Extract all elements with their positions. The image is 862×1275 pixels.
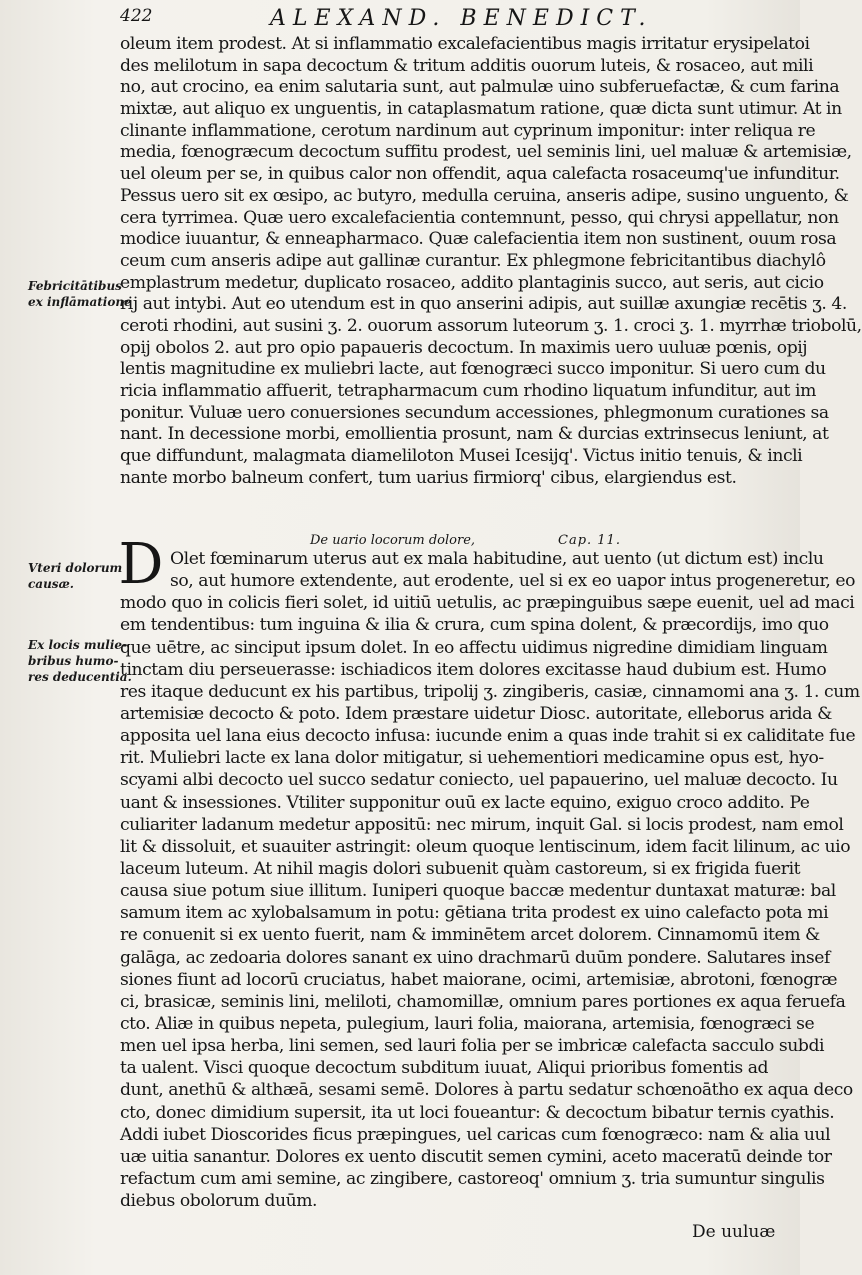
margin-note-line: ex inflāmatione [28, 295, 132, 309]
text-line: apposita uel lana eius decocto infusa: iucunde enim a quas inde trahit si ex caliditate fue [120, 726, 856, 747]
text-line: em tendentibus: tum inguina & ilia & crura, cum spina dolent, & præcordijs, imo quo [120, 615, 829, 636]
chapter-heading [310, 533, 750, 549]
text-line: cera tyrrimea. Quæ uero excalefacientia contemnunt, pesso, qui chrysi appellatur, non [120, 207, 839, 228]
margin-note-febricitantibus [28, 278, 132, 310]
text-line: nant. In decessione morbi, emollientia prosunt, nam & durcias extrinsecus leniunt, at [120, 424, 829, 445]
text-line: nante morbo balneum confert, tum uarius firmiorq' cibus, elargiendus est. [120, 467, 737, 488]
margin-note-line: Ex locis mulie- [28, 638, 127, 652]
text-line: tinctam diu perseuerasse: ischiadicos item dolores excitasse haud dubium est. Humo [120, 659, 827, 680]
text-line: rij aut intybi. Aut eo utendum est in quo anserini adipis, aut suillæ axungiæ recētis ʒ. 4. [120, 294, 847, 315]
text-line: rit. Muliebri lacte ex lana dolor mitigatur, si uehementiori medicamine opus est, hyo- [120, 748, 824, 769]
chapter-paragraph [120, 548, 860, 1212]
text-line: dunt, anethū & althæā, sesami semē. Dolores à partu sedatur schœnoātho ex aqua deco [120, 1080, 853, 1101]
chapter-title: De uario locorum dolore, [310, 533, 476, 548]
margin-note-line: causæ. [28, 577, 74, 591]
text-line: samum item ac xylobalsamum in potu: gētiana trita prodest ex uino calefacto pota mi [120, 903, 829, 924]
text-line: ricia inflammatio affuerit, tetrapharmacum cum rhodino liquatum infunditur, aut im [120, 381, 816, 401]
text-line: modice iuuantur, & enneapharmaco. Quæ calefacientia item non sustinent, ouum rosa [120, 229, 837, 250]
text-line: emplastrum medetur, duplicato rosaceo, addito plantaginis succo, aut seris, aut cicio [120, 272, 824, 293]
text-line: ponitur. Vuluæ uero conuersiones secundum accessiones, phlegmonum curationes sa [120, 402, 829, 423]
text-line: ceroti rhodini, aut susini ʒ. 2. ouorum assorum luteorum ʒ. 1. croci ʒ. 1. myrrhæ triobolū, [120, 315, 862, 336]
text-line: des melilotum in sapa decoctum & tritum additis ouorum luteis, & rosaceo, aut mili [120, 55, 814, 76]
text-line: diebus obolorum duūm. [120, 1191, 318, 1212]
text-line: Olet fœminarum uterus aut ex mala habitudine, aut uento (ut dictum est) inclu [170, 549, 824, 569]
margin-note-uteri-dolorum [28, 560, 123, 592]
text-line: opij obolos 2. aut pro opio papaueris decoctum. In maximis uero uuluæ pœnis, opij [120, 337, 808, 358]
text-line: que diffundunt, malagmata diameliloton Musei Icesijq'. Victus initio tenuis, & incli [120, 446, 803, 467]
text-line: Addi iubet Dioscorides ficus præpingues, uel caricas cum fœnogræco: nam & alia uul [120, 1124, 831, 1145]
text-line: uant & insessiones. Vtiliter supponitur ouū ex lacte equino, exiguo croco addito. Pe [120, 792, 810, 813]
text-line: siones fiunt ad locorū cruciatus, habet maiorane, ocimi, artemisiæ, abrotoni, fœnogræ [120, 969, 838, 990]
text-line: ceum cum anseris adipe aut gallinæ curantur. Ex phlegmone febricitantibus diachylô [120, 250, 826, 271]
margin-note-ex-locis [28, 637, 132, 685]
text-line: lentis magnitudine ex muliebri lacte, aut fœnogræci succo imponitur. Si uero cum du [120, 359, 826, 380]
text-line: uæ uitia sanantur. Dolores ex uento discutit semen cymini, aceto maceratū deinde tor [120, 1146, 832, 1167]
chapter-number: Cap. 11. [558, 533, 621, 548]
running-title: ALEXAND. BENEDICT. [270, 6, 653, 31]
margin-note-line: bribus humo- [28, 654, 119, 668]
main-paragraph [120, 34, 862, 489]
text-line: causa siue potum siue illitum. Iuniperi quoque baccæ medentur duntaxat maturæ: bal [120, 881, 836, 902]
text-line: galāga, ac zedoaria dolores sanant ex uino drachmarū duūm pondere. Salutares insef [120, 947, 830, 968]
text-line: ci, brasicæ, seminis lini, meliloti, chamomillæ, omnium pares portiones ex aqua feruefa [120, 991, 846, 1012]
text-line: media, fœnogræcum decoctum suffitu prodest, uel seminis lini, uel maluæ & artemisiæ, [120, 142, 852, 163]
text-line: so, aut humore extendente, aut erodente, uel si ex eo uapor intus progeneretur, eo [170, 571, 856, 592]
text-line: clinante inflammatione, cerotum nardinum aut cyprinum imponitur: inter reliqua re [120, 120, 816, 141]
text-line: cto, donec dimidium supersit, ita ut loci foueantur: & decoctum bibatur ternis cyathis. [120, 1102, 835, 1123]
text-line: mixtæ, aut aliquo ex unguentis, in cataplasmatum ratione, quæ dicta sunt utimur. At in [120, 99, 842, 120]
text-line: artemisiæ decocto & poto. Idem præstare uidetur Diosc. autoritate, elleborus arida & [120, 703, 832, 724]
text-line: scyami albi decocto uel succo sedatur coniecto, uel papauerino, uel maluæ decocto. Iu [120, 770, 838, 791]
text-line: que uētre, ac sinciput ipsum dolet. In eo affectu uidimus nigredine dimidiam linguam [120, 637, 828, 658]
text-line: re conuenit si ex uento fuerit, nam & imminētem arcet dolorem. Cinnamomū item & [120, 925, 820, 946]
text-line: men uel ipsa herba, lini semen, sed lauri folia per se imbricæ calefacta sacculo subdi [120, 1036, 825, 1057]
page-number: 422 [120, 6, 153, 26]
text-line: res itaque deducunt ex his partibus, tripolij ʒ. zingiberis, casiæ, cinnamomi ana ʒ. 1. cum [120, 681, 860, 702]
text-line: culiariter ladanum medetur appositū: nec mirum, inquit Gal. si locis prodest, nam emol [120, 814, 844, 835]
text-line: laceum luteum. At nihil magis dolori subuenit quàm castoreum, si ex frigida fuerit [120, 858, 801, 879]
text-line: modo quo in colicis fieri solet, id uitiū uetulis, ac præpinguibus sæpe euenit, uel ad maci [120, 593, 855, 614]
drop-cap-initial: D [118, 532, 164, 597]
text-line: ta ualent. Visci quoque decoctum subditum iuuat, Aliqui prioribus fomentis ad [120, 1058, 769, 1079]
running-head [110, 6, 790, 36]
margin-note-line: Vteri dolorum [28, 561, 123, 575]
text-line: oleum item prodest. At si inflammatio excalefacientibus magis irritatur erysipelatoi [120, 34, 810, 54]
margin-note-line: Febricitātibus [28, 279, 122, 293]
text-line: cto. Aliæ in quibus nepeta, pulegium, lauri folia, maiorana, artemisia, fœnogræci se [120, 1013, 815, 1034]
text-line: no, aut crocino, ea enim salutaria sunt, aut palmulæ uino subferuefactæ, & cum farina [120, 77, 840, 98]
text-line: Pessus uero sit ex œsipo, ac butyro, medulla ceruina, anseris adipe, susino unguento, & [120, 185, 849, 206]
text-line: refactum cum ami semine, ac zingibere, castoreoq' omnium ʒ. tria sumuntur singulis [120, 1168, 825, 1189]
text-line: uel oleum per se, in quibus calor non offendit, aqua calefacta rosaceumq'ue infunditur. [120, 164, 840, 185]
text-line: lit & dissoluit, et suauiter astringit: oleum quoque lentiscinum, idem facit lilinum, ac uio [120, 836, 851, 857]
margin-note-line: res deducentia. [28, 670, 132, 684]
catchword: De uuluæ [692, 1222, 776, 1242]
